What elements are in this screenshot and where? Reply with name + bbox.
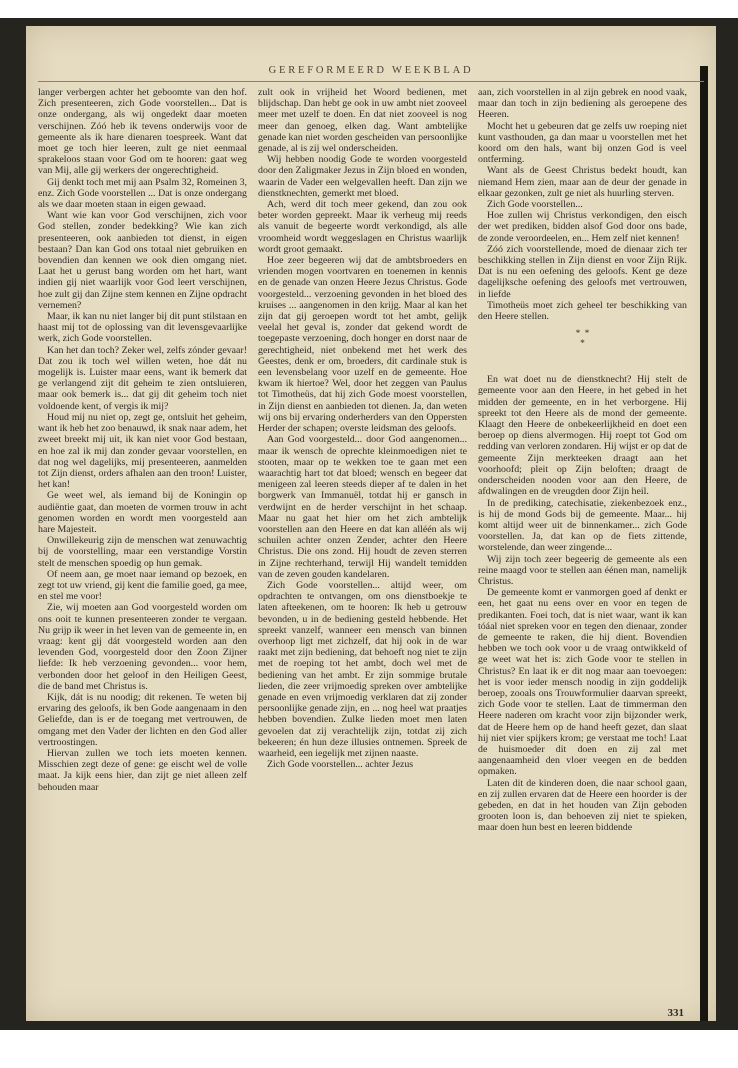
paragraph: Kan het dan toch? Zeker wel, zelfs zónder gevaar! Dat zou ik toch wel willen weten, hoe dát nu mogelijk is. Luister maar eens, want ik bemerk dat ge verlangend zijt dit geheim te zien ontsluieren, maar ook bemerk is... dat gij dit geheim toch niet voldoende kent, of vergis ik mij? — [38, 344, 247, 412]
header-rule — [38, 81, 704, 82]
paragraph: Zich Gode voorstellen... achter Jezus — [267, 759, 414, 771]
paragraph: Want wie kan voor God verschijnen, zich voor God stellen, zonder bedekking? Wie kan zich presenteeren, ook aanbieden tot dienst, in eigen bestaan? Dan kan God ons totaal niet gebruiken en bovendien dan kennen we ook dien omgang niet. Laat het u gerust bang worden om het hart, want indien gij niet waarlijk voor God leert verschijnen, hoe zult gij dan Zijne stem kennen en Zijne opdracht vernemen? — [38, 210, 247, 311]
paragraph: En wat doet nu de dienstknecht? Hij stelt de gemeente voor aan den Heere, in het gebed in het midden der gemeente, en in het verborgene. Hij spreekt tot den Heere als de mond der gemeente. Klaagt den Heere de onbekeerlijkheid en doet een beroep op diens alvermogen. Hij roept tot God om redding van verloren zondaren. Hij wijst er op dat de gemeente Zijn merkteeken draagt aan het voorhoofd; pleit op Zijn beloften; draagt de onderscheiden nooden voor aan den Heere, de afdwalingen en de vreugden door Zijn heil. — [478, 374, 687, 498]
paragraph: Want als de Geest Christus bedekt houdt, kan niemand Hem zien, maar aan de deur der genade in elkaar gezonken, zult ge niet als huurling sterven. — [478, 165, 687, 199]
paragraph: Ge weet wel, als iemand bij de Koningin op audiëntie gaat, dan moeten de vormen trouw in acht genomen worden en wordt men voorgesteld aan hare Majesteit. — [38, 490, 247, 535]
paragraph: Gij denkt toch met mij aan Psalm 32, Romeinen 3, enz. Zich Gode voorstellen ... Dat is onze ondergang als we daar moeten staan in eigen gewaad. — [38, 176, 247, 211]
paragraph: Mocht het u gebeuren dat ge zelfs uw roeping niet kunt vasthouden, ga dan maar u voorstellen met het koord om den hals, want bij onzen God is veel ontferming. — [478, 120, 687, 166]
paragraph: Laten dit de kinderen doen, die naar school gaan, en zij zullen ervaren dat de Heere een hoorder is der gebeden, en dat in het houden van Zijn geboden grooten loon is, dan behoeven zij niet te spieken, maar doen hun best en leeren biddende — [478, 777, 687, 834]
paragraph: Aan God voorgesteld... door God aangenomen... maar ik wensch de oprechte kleinmoedigen niet te stooten, maar op te wekken toe te gaan met een waarachtig hart tot dat bloed; wensch en begeer dat menigeen zal leeren steeds dieper af te dalen in het borgwerk van Immanuël, totdat hij er gansch in verdwijnt en de herder verschijnt in het schaap. Maar nu gaat het hier om het zich ambtelijk voorstellen aan den Heere en dat kan alléén als wij schuilen achter onzen Zender, achter den Heere Christus. Die ons zond. Hij houdt de zeven sterren in Zijne rechterhand, terwijl Hij wandelt temidden van de zeven gouden kandelaren. — [258, 434, 467, 580]
paragraph: Hiervan zullen we toch iets moeten kennen. Misschien zegt deze of gene: ge eischt wel de volle maat. Ja kijk eens hier, dan zijt ge niet alleen zelf behouden maar — [38, 747, 247, 793]
paragraph: In de prediking, catechisatie, ziekenbezoek enz., is hij de mond Gods bij de gemeente. Maar... hij komt altijd weer uit de binnenkamer... zich Gode voorstellen. Ja, dat kan op de fiets zittende, worstelende, dan weer zingende... — [478, 497, 687, 554]
paragraph: Maar, ik kan nu niet langer bij dit punt stilstaan en haast mij tot de oplossing van dit levensgevaarlijke werk, zich Gode voorstellen. — [38, 311, 247, 345]
magazine-page — [26, 26, 716, 1021]
text-column-2 — [258, 87, 467, 770]
paragraph: Zich Gode voorstellen... — [487, 199, 583, 211]
paragraph: Hoe zeer begeeren wij dat de ambtsbroeders en vrienden mogen voortvaren en toenemen in kennis en de genade van onzen Heere Jezus Christus. Gode voorgesteld... verzoening gevonden in het bloed des kruises ... aangenomen in den krijg. Maar al kan het zijn dat gij geroepen wordt tot het ambt, gelijk veelal het geval is, zonder dat gekend wordt de toegepaste verzoening, doch honger en dorst naar de gerechtigheid, niet onbekend met het werk des Geestes, denk er om, broeders, dit cardinale stuk is een levensbelang voor uzelf en de gemeente. Hoe kwam ik hiertoe? Wel, door het zeggen van Paulus tot Timotheüs, dat hij zich Gode moest voorstellen, in Zijn dienst en aanbieden tot dienen. Ja, dan weten wij ons bij ervaring onderherders van den Oppersten Herder der schapen; overste leidsman des geloofs. — [258, 255, 467, 435]
paragraph: langer verbergen achter het geboomte van den hof. Zich presenteeren, zich Gode voorstellen... Dat is onze ondergang, als wij ongedekt daar moeten verschijnen. Zóó heb ik tevens onderwijs voor de gemeente als ik hare dienaren toespreek. Want dat moet ge toch hier leeren, zult ge niet eenmaal sprakeloos staan voor God om te hooren: gaat weg van Mij, alle gij werkers der ongerechtigheid. — [38, 87, 247, 177]
paragraph: aan, zich voorstellen in al zijn gebrek en nood vaak, maar dan toch in zijn bediening als geroepene des Heeren. — [478, 87, 687, 121]
paragraph: Wij hebben noodig Gode te worden voorgesteld door den Zaligmaker Jezus in Zijn bloed en wonden, waarin de Vader een welgevallen heeft. Dan zijn we dienstknechten, gemerkt met bloed. — [258, 154, 467, 199]
section-break-asterisks: * * * — [575, 328, 590, 349]
paragraph: Zóó zich voorstellende, moed de dienaar zich ter beschikking stellen in Zijn dienst en voor Zijn Rijk. Dat is nu een oefening des geloofs. Kent ge deze dagelijksche oefening des geloofs met vertrouwen, in liefde — [478, 243, 687, 300]
paragraph: Timotheüs moet zich geheel ter beschikking van den Heere stellen. — [478, 299, 687, 323]
paragraph: Ach, werd dit toch meer gekend, dan zou ook beter worden gepreekt. Maar ik verheug mij reeds als vanuit de begeerte wordt verkondigd, als alle vroomheid wordt weggeslagen en Christus waarlijk wordt groot gemaakt. — [258, 199, 467, 255]
paragraph: Wij zijn toch zeer begeerig de gemeente als een reine maagd voor te stellen aan éénen man, namelijk Christus. — [478, 553, 687, 587]
running-header: GEREFORMEERD WEEKBLAD — [268, 65, 474, 76]
paragraph: Kijk, dát is nu noodig; dit rekenen. Te weten bij ervaring des geloofs, ik ben Gode aangenaam in den Geliefde, dan is er de toegang met vertrouwen, de omgang met den Vader der lichten en den God aller vertroostingen. — [38, 691, 247, 748]
paragraph: Of neem aan, ge moet naar iemand op bezoek, en zegt tot uw vriend, gij kent die familie goed, ga mee, en stel me voor! — [38, 568, 247, 603]
paragraph: Zie, wij moeten aan God voorgesteld worden om ons ooit te kunnen presenteeren zonder te vergaan. Nu grijp ik weer in het leven van de gemeente in, en vraag: kent gij dát voorgesteld worden aan den levenden God, voorgesteld door den Zoon Zijner liefde: Ik heb verzoening gevonden... voor hem, verbonden door het geloof in den Heiligen Geest, die de band met Christus is. — [38, 602, 247, 692]
paragraph: Hoe zullen wij Christus verkondigen, den eisch der wet prediken, bidden alsof God door ons bade, de zonde veroordeelen, en... Hem zelf niet kennen! — [478, 210, 687, 244]
text-column-3 — [478, 87, 687, 834]
page-number: 331 — [667, 1007, 684, 1019]
paragraph: Zich Gode voorstellen... altijd weer, om opdrachten te ontvangen, om ons dienstboekje te laten afteekenen, om te hooren: Ik heb u getrouw bevonden, u in de bediening gesteld hebbende. Het spreekt vanzelf, wanneer een mensch van binnen overhoop ligt met zichzelf, dat hij ook in de war raakt met zijn bediening, dat behoeft nog niet te zijn met de roeping tot het ambt, doch wel met de bediening van het ambt. Er zijn sommige brutale lieden, die zeer vrijmoedig spreken over ambtelijke genade en even vrijmoedig verklaren dat zij zonder persoonlijke genade zijn, en ... nog heel wat praatjes hebben bovendien. Zulke lieden moet men laten gevoelen dat zij verachtelijk zijn, totdat zij zich bekeeren; én hun deze illusies ontnemen. Spreek de waarheid, een iegelijk met zijnen naaste. — [258, 579, 467, 759]
paragraph: zult ook in vrijheid het Woord bedienen, met blijdschap. Dan hebt ge ook in uw ambt niet zooveel meer met uzelf te doen. En dat niet zooveel is nog meer dan genoeg, elken dag. Want ambtelijke genade kan niet worden gescheiden van persoonlijke genade, al is zij wel onderscheiden. — [258, 87, 467, 155]
binding-shadow — [700, 66, 708, 1021]
text-column-1 — [38, 87, 247, 793]
paragraph: Onwillekeurig zijn de menschen wat zenuwachtig bij de voorstelling, maar een verstandige Vorstin stelt de menschen spoedig op hun gemak. — [38, 535, 247, 569]
paragraph: De gemeente komt er vanmorgen goed af denkt er een, het gaat nu eens over en voor en tegen de predikanten. Foei toch, dat is niet waar, want ik kan tóáal niet spreken voor en tegen den dienaar, zonder de gemeente te raken, die hij dient. Bovendien hebben we toch ook voor u de vraag ontwikkeld of ge weet wat het is: zich Gode voor te stellen in Christus? En laat ik er dit nog maar aan toevoegen: het is voor ieder mensch noodig in zijn goddelijk beroep, zooals ons Trouwformulier daarvan spreekt, zich Gode voor te stellen. Laat de timmerman den Heere naderen om kracht voor zijn bijzonder werk, dat de Heere hem op de hand heeft gezet, dan slaat hij niet vier spijkers krom; ge verstaat me toch! Laat de huismoeder dit doen en zij zal met aangenaamheid den vloer veegen en de bedden opmaken. — [478, 587, 687, 778]
paragraph: Houd mij nu niet op, zegt ge, ontsluit het geheim, want ik heb het zoo benauwd, ik snak naar adem, het zweet breekt mij uit, ik kan niet voor God bestaan, en hoe zal ik mij dan zonder gevaar voorstellen, en dat nog wel dagelijks, mij presenteeren, aanmelden tot Zijn dienst, orders afhalen aan den troon! Luister, het kan! — [38, 411, 247, 491]
